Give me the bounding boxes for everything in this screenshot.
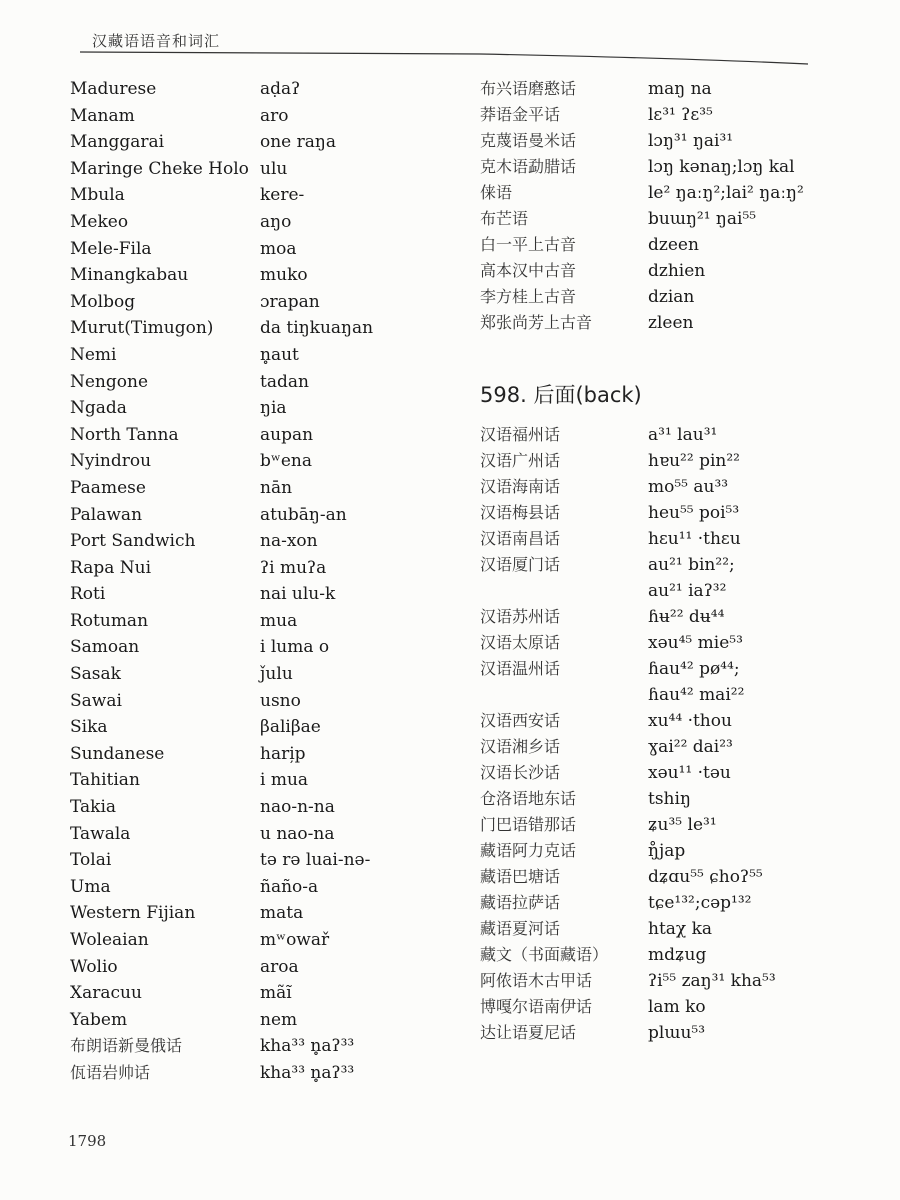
entry-row [480,994,880,1020]
word-form: atubāŋ-an [260,504,347,525]
word-form: mo⁵⁵ au³³ [648,477,729,497]
language-name: Manam [70,105,135,126]
language-name: 汉语湘乡话 [480,737,561,756]
language-name: 藏文（书面藏语） [480,945,609,964]
language-name: 李方桂上古音 [480,287,577,306]
language-name: 汉语福州话 [480,425,561,444]
entry-row [70,502,480,529]
entry-row [480,786,880,812]
word-form: tə rə luai-nə- [260,850,371,871]
word-form: kha³³ n̥aʔ³³ [260,1036,355,1057]
word-form: buɯŋ²¹ ŋai⁵⁵ [648,209,757,229]
word-form: ɔrapan [260,291,320,312]
language-name: Nyindrou [70,451,152,472]
language-name: 郑张尚芳上古音 [480,313,593,332]
word-form: mdʑug [648,945,707,965]
right-bottom-list [480,422,880,1046]
word-form: xəu⁴⁵ mie⁵³ [648,633,743,653]
word-form: lam ko [648,997,706,1017]
word-form: ŋia [260,398,287,419]
language-name: 藏语拉萨话 [480,893,561,912]
word-form: aro [260,105,289,126]
entry-row [70,209,480,236]
entry-row [70,661,480,688]
language-name: 白一平上古音 [480,235,577,254]
language-name: North Tanna [70,424,179,445]
entry-row [70,422,480,449]
language-name: Port Sandwich [70,531,196,552]
language-name: Tolai [70,850,112,871]
entry-row [480,206,880,232]
language-name: Wolio [70,956,118,977]
entry-row [480,812,880,838]
language-name: Takia [70,797,117,818]
language-name: 莽语金平话 [480,105,561,124]
word-form: zleen [648,313,694,333]
entry-row [70,821,480,848]
entry-row [480,448,880,474]
word-form: nao-n-na [260,797,335,818]
entry-row [480,154,880,180]
language-name: Maringe Cheke Holo [70,158,249,179]
language-name: 汉语厦门话 [480,555,561,574]
word-form: ǰulu [260,664,293,685]
word-form: ɦau⁴² mai²² [648,685,745,705]
language-name: Yabem [70,1009,128,1030]
language-name: Western Fijian [70,903,196,924]
word-form: a³¹ lau³¹ [648,425,718,445]
language-name: Woleaian [70,930,149,950]
word-form: moa [260,238,297,259]
entry-row [70,980,480,1007]
language-name: 汉语西安话 [480,711,561,730]
entry-row [70,289,480,316]
entry-row [480,656,880,682]
language-name: 汉语海南话 [480,477,561,496]
word-form: xəu¹¹ ·təu [648,763,731,783]
word-form: plɯu⁵³ [648,1023,706,1043]
language-name: Rapa Nui [70,557,152,578]
entry-row [70,900,480,927]
language-name: 藏语巴塘话 [480,867,561,886]
entry-row [70,103,480,130]
language-name: Sasak [70,664,121,685]
language-name: 克木语勐腊话 [480,157,577,176]
word-form: dzeen [648,235,699,255]
language-name: Tahitian [70,770,140,791]
word-form: i mua [260,770,309,791]
word-form: kha³³ n̥aʔ³³ [260,1062,355,1083]
entry-row [480,942,880,968]
language-name: 布朗语新曼俄话 [70,1036,183,1056]
word-form: hɛu¹¹ ·thɛu [648,529,741,549]
word-form: dʑɑu⁵⁵ ɕhoʔ⁵⁵ [648,867,763,887]
word-form: nem [260,1009,298,1030]
language-name: 藏语夏河话 [480,919,561,938]
entry-row [480,838,880,864]
word-form: nān [260,477,293,498]
word-form: htaχ ka [648,919,713,939]
word-form: tɕe¹³²;cəp¹³² [648,893,752,913]
section-number: 598. [480,383,527,407]
word-form: kere- [260,185,305,206]
entry-row [70,794,480,821]
language-name: Madurese [70,79,157,99]
word-form: u nao-na [260,823,335,844]
word-form: ʔi muʔa [260,557,327,578]
entry-row [70,847,480,874]
language-name: 高本汉中古音 [480,261,577,280]
language-name: Minangkabau [70,265,189,286]
word-form: hari̦p [260,743,306,764]
language-name: Samoan [70,637,140,658]
word-form: aroa [260,956,299,977]
page-number: 1798 [68,1132,107,1150]
entry-row [70,448,480,475]
language-name: Molbog [70,291,136,312]
language-name: 布兴语磨憨话 [480,79,577,98]
word-form: ñaño-a [260,876,319,897]
language-name: 汉语南昌话 [480,529,561,548]
language-name: Uma [70,876,111,897]
language-name: 汉语长沙话 [480,763,561,782]
entry-row [480,76,880,102]
entry-row [480,760,880,786]
word-form: au²¹ bin²²; [648,555,735,575]
word-form: dzhien [648,261,706,281]
entry-row [70,874,480,901]
word-form: n̥aut [260,344,299,365]
language-name: 博嘎尔语南伊话 [480,997,593,1016]
entry-row [480,916,880,942]
header-rule [80,50,810,66]
word-form: lɛ³¹ ʔɛ³⁵ [648,105,713,125]
entry-row [480,284,880,310]
left-column [70,76,480,1087]
language-name: 汉语广州话 [480,451,561,470]
language-name: Murut(Timugon) [70,318,214,339]
entry-row [70,129,480,156]
language-name: 汉语太原话 [480,633,561,652]
entry-row [70,767,480,794]
word-form: i luma o [260,637,330,658]
entry-row [70,262,480,289]
word-form: aupan [260,424,314,445]
entry-row [480,102,880,128]
word-form: mata [260,903,304,924]
word-form: tadan [260,371,309,392]
language-name: 汉语梅县话 [480,503,561,522]
entry-row [70,634,480,661]
running-head: 汉藏语语音和词汇 [92,32,221,50]
language-name: 俫语 [480,183,513,202]
entry-row [70,395,480,422]
language-name: Xaracuu [70,983,142,1004]
language-name: 汉语温州话 [480,659,561,678]
language-name: Palawan [70,504,143,525]
entry-row [70,475,480,502]
word-form: aŋo [260,211,292,232]
entry-row [70,315,480,342]
language-name: 布芒语 [480,209,529,228]
entry-row [70,1033,480,1060]
entry-row [480,232,880,258]
word-form: one raŋa [260,132,336,153]
language-name: 汉语苏州话 [480,607,561,626]
language-name: Nengone [70,371,149,392]
entry-row [70,954,480,981]
word-form: ɣai²² dai²³ [648,737,733,757]
entry-row [480,708,880,734]
language-name: Mele-Fila [70,238,152,259]
entry-row [480,1020,880,1046]
entry-row [480,526,880,552]
section-heading [480,380,880,410]
word-form: muko [260,265,308,286]
entry-row [480,734,880,760]
language-name: Paamese [70,477,146,498]
entry-row [70,342,480,369]
entry-row [70,182,480,209]
word-form: βaliβae [260,717,321,738]
entry-row [70,555,480,582]
entry-row [480,604,880,630]
entry-row [70,714,480,741]
word-form: tshiŋ [648,789,691,809]
entry-row [480,630,880,656]
language-name: 门巴语错那话 [480,815,577,834]
word-form: lɔŋ kənaŋ;lɔŋ kal [648,157,795,177]
language-name: 藏语阿力克话 [480,841,577,860]
word-form: ŋ̊jap [648,841,686,861]
entry-row [70,741,480,768]
section-title: 后面(back) [533,383,642,407]
word-form: heu⁵⁵ poi⁵³ [648,503,740,523]
language-name [480,682,648,708]
word-form: bʷena [260,451,312,472]
entry-row [70,927,480,954]
word-form: mʷowař [260,930,330,950]
word-form: au²¹ iaʔ³² [648,581,727,601]
word-form: hɐu²² pin²² [648,451,740,471]
entry-row [480,258,880,284]
language-name: 克蔑语曼米话 [480,131,577,150]
entry-row [480,180,880,206]
right-column [480,76,880,1046]
language-name: Mekeo [70,211,129,232]
entry-row [70,369,480,396]
word-form: na-xon [260,531,318,552]
language-name: Ngada [70,398,127,419]
word-form: ulu [260,158,288,179]
word-form: nai ulu-k [260,584,336,605]
word-form: xu⁴⁴ ·thou [648,711,732,731]
word-form: da tiŋkuaŋan [260,318,374,339]
entry-row [70,581,480,608]
entry-row [480,500,880,526]
word-form: le² ŋaːŋ²;lai² ŋaːŋ² [648,183,804,203]
language-name: Sundanese [70,743,165,764]
word-form: dzian [648,287,695,307]
word-form: ɦʉ²² dʉ⁴⁴ [648,607,725,627]
language-name: Mbula [70,185,125,206]
entry-row [70,1007,480,1034]
word-form: maŋ na [648,79,712,99]
entry-row [70,1060,480,1087]
word-form: lɔŋ³¹ ŋai³¹ [648,131,734,151]
language-name: Nemi [70,344,117,365]
entry-row [70,236,480,263]
entry-row [480,890,880,916]
language-name: Sawai [70,690,122,711]
language-name: Sika [70,717,108,738]
entry-row [480,422,880,448]
word-form: usno [260,690,301,711]
language-name: Tawala [70,823,131,844]
word-form: mãĩ [260,983,292,1004]
entry-row [70,608,480,635]
entry-row [480,578,880,604]
language-name [480,578,648,604]
entry-row [70,528,480,555]
language-name: 佤语岩帅话 [70,1062,151,1082]
language-name: 仓洛语地东话 [480,789,577,808]
entry-row [480,310,880,336]
word-form: ʔi⁵⁵ zaŋ³¹ kha⁵³ [648,971,776,991]
word-form: aḍaʔ [260,79,301,99]
language-name: Rotuman [70,610,149,631]
entry-row [70,156,480,183]
entry-row [480,552,880,578]
entry-row [480,474,880,500]
language-name: 达让语夏尼话 [480,1023,577,1042]
language-name: Manggarai [70,132,165,153]
word-form: ɦau⁴² pø⁴⁴; [648,659,740,679]
word-form: mua [260,610,298,631]
language-name: Roti [70,584,106,605]
entry-row [480,128,880,154]
entry-row [480,968,880,994]
language-name: 阿侬语木古甲话 [480,971,593,990]
entry-row [480,864,880,890]
right-top-list [480,76,880,336]
entry-row [480,682,880,708]
word-form: ʑu³⁵ le³¹ [648,815,717,835]
entry-row [70,76,480,103]
entry-row [70,688,480,715]
